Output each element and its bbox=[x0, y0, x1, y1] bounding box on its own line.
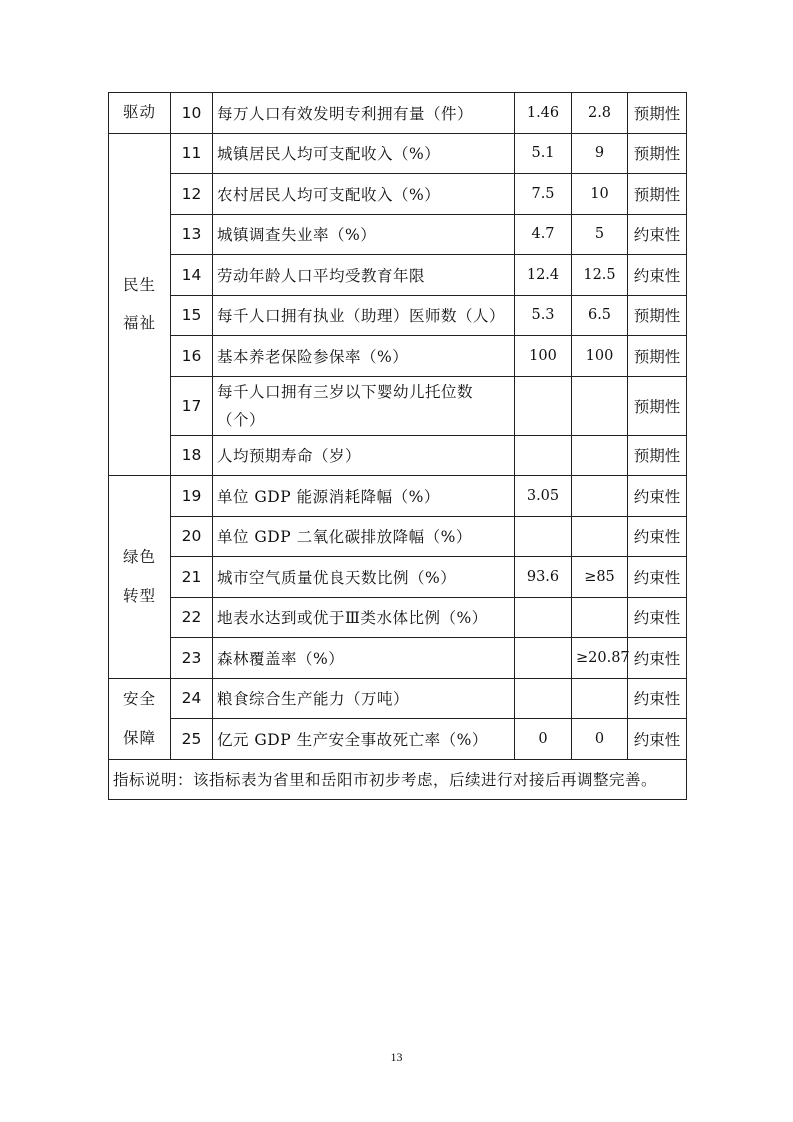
indicator-number: 22 bbox=[171, 597, 213, 638]
indicator-name: 亿元 GDP 生产安全事故死亡率（%） bbox=[213, 719, 515, 760]
indicator-property: 约束性 bbox=[628, 557, 687, 598]
target-value bbox=[572, 597, 628, 638]
base-value bbox=[515, 638, 572, 679]
indicator-name: 单位 GDP 能源消耗降幅（%） bbox=[213, 476, 515, 517]
category-label: 驱动 bbox=[122, 103, 156, 122]
indicator-name: 城镇居民人均可支配收入（%） bbox=[213, 133, 515, 174]
indicator-number: 20 bbox=[171, 516, 213, 557]
indicator-property: 预期性 bbox=[628, 133, 687, 174]
category-label: 民生 bbox=[122, 275, 156, 294]
target-value: 6.5 bbox=[572, 295, 628, 336]
table-note: 指标说明：该指标表为省里和岳阳市初步考虑，后续进行对接后再调整完善。 bbox=[109, 759, 687, 800]
indicator-number: 12 bbox=[171, 174, 213, 215]
target-value: ≥85 bbox=[572, 557, 628, 598]
indicator-name: 城市空气质量优良天数比例（%） bbox=[213, 557, 515, 598]
base-value: 1.46 bbox=[515, 93, 572, 134]
indicator-property: 约束性 bbox=[628, 678, 687, 719]
category-label: 转型 bbox=[122, 586, 156, 605]
table-row bbox=[109, 295, 687, 336]
base-value: 12.4 bbox=[515, 255, 572, 296]
target-value: 2.8 bbox=[572, 93, 628, 134]
indicator-name: 地表水达到或优于Ⅲ类水体比例（%） bbox=[213, 597, 515, 638]
category-label: 绿色 bbox=[122, 548, 156, 566]
base-value: 100 bbox=[515, 336, 572, 377]
indicator-name: 森林覆盖率（%） bbox=[213, 638, 515, 679]
indicator-name: 每万人口有效发明专利拥有量（件） bbox=[213, 93, 515, 134]
indicator-property: 约束性 bbox=[628, 638, 687, 679]
category-cell bbox=[109, 476, 171, 679]
indicator-property: 预期性 bbox=[628, 376, 687, 435]
target-value bbox=[572, 376, 628, 435]
indicator-number: 15 bbox=[171, 295, 213, 336]
indicator-number: 17 bbox=[171, 376, 213, 435]
target-value bbox=[572, 435, 628, 476]
base-value bbox=[515, 597, 572, 638]
indicator-number: 21 bbox=[171, 557, 213, 598]
category-cell bbox=[109, 93, 171, 134]
indicator-name: 粮食综合生产能力（万吨） bbox=[213, 678, 515, 719]
base-value: 4.7 bbox=[515, 214, 572, 255]
target-value: 100 bbox=[572, 336, 628, 377]
indicator-table-body bbox=[109, 93, 687, 800]
table-row bbox=[109, 214, 687, 255]
category-label: 保障 bbox=[122, 728, 156, 747]
table-row bbox=[109, 255, 687, 296]
target-value: 5 bbox=[572, 214, 628, 255]
indicator-property: 预期性 bbox=[628, 295, 687, 336]
indicator-name: 农村居民人均可支配收入（%） bbox=[213, 174, 515, 215]
indicator-number: 24 bbox=[171, 678, 213, 719]
target-value bbox=[572, 476, 628, 517]
table-row bbox=[109, 516, 687, 557]
indicator-property: 约束性 bbox=[628, 476, 687, 517]
indicator-table bbox=[108, 92, 687, 800]
table-row bbox=[109, 557, 687, 598]
table-row bbox=[109, 435, 687, 476]
indicator-property: 预期性 bbox=[628, 93, 687, 134]
base-value: 5.1 bbox=[515, 133, 572, 174]
category-label: 安全 bbox=[122, 689, 156, 708]
base-value bbox=[515, 516, 572, 557]
category-label: 福祉 bbox=[122, 314, 156, 333]
table-row bbox=[109, 719, 687, 760]
table-row bbox=[109, 476, 687, 517]
indicator-property: 约束性 bbox=[628, 214, 687, 255]
target-value: 9 bbox=[572, 133, 628, 174]
indicator-name: 每千人口拥有三岁以下婴幼儿托位数（个） bbox=[213, 376, 515, 435]
indicator-number: 25 bbox=[171, 719, 213, 760]
base-value: 5.3 bbox=[515, 295, 572, 336]
table-row bbox=[109, 174, 687, 215]
indicator-property: 约束性 bbox=[628, 597, 687, 638]
base-value: 7.5 bbox=[515, 174, 572, 215]
base-value: 93.6 bbox=[515, 557, 572, 598]
indicator-number: 14 bbox=[171, 255, 213, 296]
table-row bbox=[109, 638, 687, 679]
indicator-property: 约束性 bbox=[628, 516, 687, 557]
indicator-property: 预期性 bbox=[628, 336, 687, 377]
table-row bbox=[109, 133, 687, 174]
target-value: ≥20.87 bbox=[572, 638, 628, 679]
indicator-number: 11 bbox=[171, 133, 213, 174]
indicator-name: 基本养老保险参保率（%） bbox=[213, 336, 515, 377]
target-value bbox=[572, 516, 628, 557]
target-value bbox=[572, 678, 628, 719]
indicator-property: 约束性 bbox=[628, 255, 687, 296]
indicator-name: 城镇调查失业率（%） bbox=[213, 214, 515, 255]
indicator-number: 13 bbox=[171, 214, 213, 255]
table-row bbox=[109, 376, 687, 435]
page-number: 13 bbox=[390, 1050, 403, 1064]
base-value bbox=[515, 678, 572, 719]
indicator-number: 10 bbox=[171, 93, 213, 134]
indicator-name: 单位 GDP 二氧化碳排放降幅（%） bbox=[213, 516, 515, 557]
indicator-property: 预期性 bbox=[628, 174, 687, 215]
target-value: 12.5 bbox=[572, 255, 628, 296]
category-cell bbox=[109, 133, 171, 476]
table-row bbox=[109, 93, 687, 134]
table-row bbox=[109, 678, 687, 719]
indicator-property: 约束性 bbox=[628, 719, 687, 760]
target-value: 0 bbox=[572, 719, 628, 760]
target-value: 10 bbox=[572, 174, 628, 215]
base-value: 3.05 bbox=[515, 476, 572, 517]
base-value bbox=[515, 376, 572, 435]
indicator-name: 劳动年龄人口平均受教育年限 bbox=[213, 255, 515, 296]
note-row bbox=[109, 759, 687, 800]
indicator-number: 23 bbox=[171, 638, 213, 679]
table-row bbox=[109, 597, 687, 638]
indicator-number: 19 bbox=[171, 476, 213, 517]
indicator-name: 人均预期寿命（岁） bbox=[213, 435, 515, 476]
base-value bbox=[515, 435, 572, 476]
category-cell bbox=[109, 678, 171, 759]
table-row bbox=[109, 336, 687, 377]
indicator-name: 每千人口拥有执业（助理）医师数（人） bbox=[213, 295, 515, 336]
indicator-property: 预期性 bbox=[628, 435, 687, 476]
base-value: 0 bbox=[515, 719, 572, 760]
indicator-number: 18 bbox=[171, 435, 213, 476]
indicator-number: 16 bbox=[171, 336, 213, 377]
